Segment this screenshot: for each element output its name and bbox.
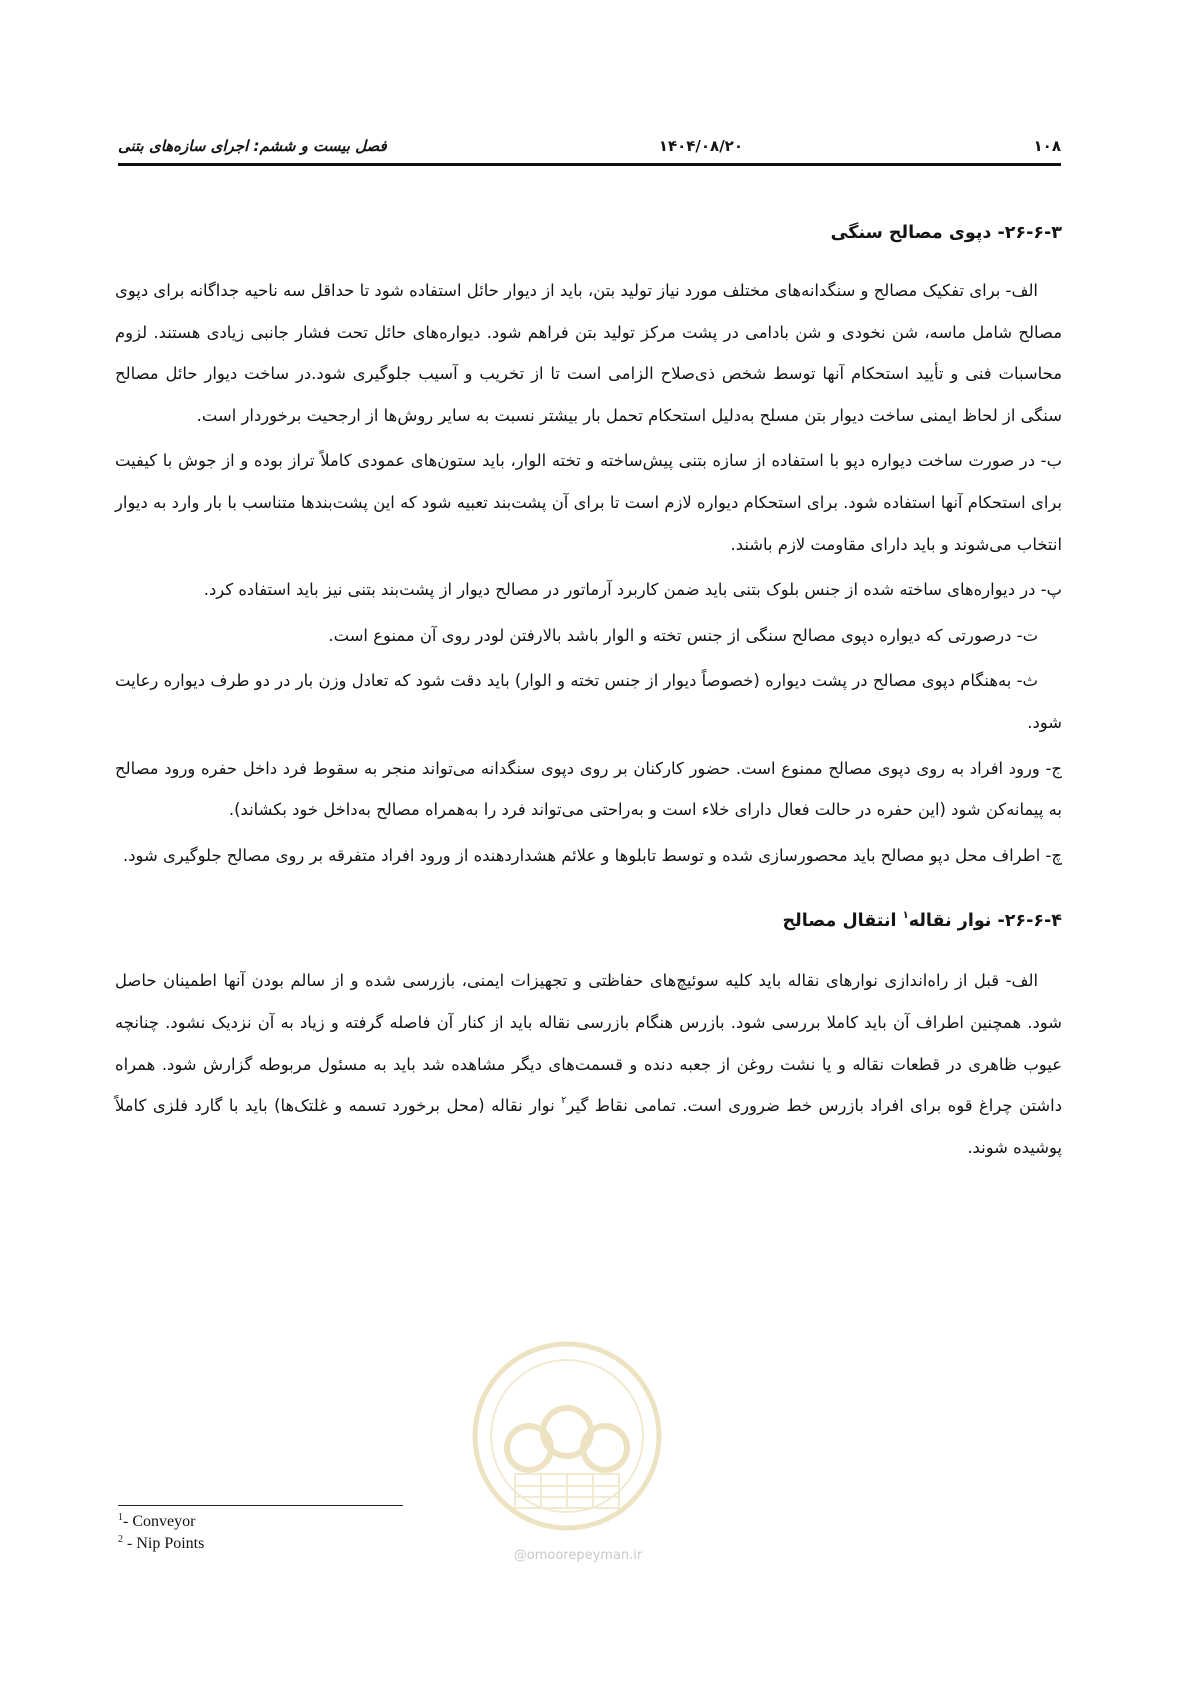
section-title-part: انتقال مصالح <box>782 911 903 932</box>
footnote-1 <box>118 1511 204 1533</box>
watermark-caption: @omoorepeyman.ir <box>513 1548 643 1563</box>
section-title-conveyor-belt <box>115 906 1062 936</box>
header-rule <box>118 163 1061 166</box>
header-date: ۱۴۰۴/۰۸/۲۰ <box>658 137 743 155</box>
footnote-text: - Conveyor <box>123 1513 196 1530</box>
footnote-2 <box>118 1533 204 1555</box>
paragraph-jim: ج- ورود افراد به روی دپوی مصالح ممنوع است. حضور کارکنان بر روی دپوی سنگدانه می‌تواند منجر به سقوط فرد داخل حفره ورود مصالح به پیمانه‌کن شود (این حفره در حالت فعال دارای خلاء است و به‌راحتی می‌تواند فرد را به‌همراه مصالح به‌داخل خود بکشاند). <box>115 758 1062 820</box>
footnote-mark: 1 <box>118 1512 123 1523</box>
paragraph-pe: پ- در دیواره‌های ساخته شده از جنس بلوک بتنی باید ضمن کاربرد آرماتور در مصالح دیوار از پشت‌بند بتنی نیز باید استفاده کرد. <box>203 580 1062 600</box>
footnote-mark: 2 <box>118 1534 123 1545</box>
watermark-logo <box>467 1336 667 1536</box>
footnote-text: - Nip Points <box>123 1535 205 1552</box>
page-content <box>115 218 1062 1172</box>
paragraph-che: چ- اطراف محل دپو مصالح باید محصورسازی شده و توسط تابلوها و علائم هشداردهنده از ورود افراد متفرقه بر روی مصالح جلوگیری شود. <box>123 845 1062 865</box>
paragraph-te: ت- درصورتی که دیواره دپوی مصالح سنگی از جنس تخته و الوار باشد بالارفتن لودر روی آن ممنوع است. <box>328 625 1038 645</box>
paragraph-text: نوار نقاله (محل برخورد تسمه و غلتک‌ها) باید با گارد فلزی کاملاً پوشیده شوند. <box>115 1096 1062 1157</box>
footnote-rule <box>118 1505 403 1506</box>
section-title-part: ۲۶-۶-۴- نوار نقاله <box>908 911 1062 932</box>
paragraph-be: ب- در صورت ساخت دیواره دپو با استفاده از سازه بتنی پیش‌ساخته و تخته الوار، باید ستون‌های عمودی کاملاً تراز بوده و از جوش با کیفیت برای استحکام آنها استفاده شود. برای استحکام دیواره لازم است تا برای آن پشت‌بند تعبیه شود که این پشت‌بندها متناسب با بار وارد به دیوار انتخاب می‌شوند و باید دارای مقاومت لازم باشند. <box>115 451 1062 554</box>
footnotes <box>118 1511 204 1555</box>
page-number: ۱۰۸ <box>1033 137 1061 155</box>
footnote-ref-1: ۱ <box>902 910 909 922</box>
section-title-stone-aggregate-storage: ۲۶-۶-۳- دپوی مصالح سنگی <box>830 223 1062 243</box>
paragraph-se: ث- به‌هنگام دپوی مصالح در پشت دیواره (خصوصاً دیوار از جنس تخته و الوار) باید دقت شود که تعادل وزن بار در دو طرف دیواره رعایت شود. <box>115 671 1062 732</box>
paragraph-alef: الف- برای تفکیک مصالح و سنگدانه‌های مختلف مورد نیاز تولید بتن، باید از دیوار حائل استفاده شود تا حداقل سه ناحیه جداگانه برای دپوی مصالح شامل ماسه، شن نخودی و شن بادامی در پشت مرکز تولید بتن فراهم شود. دیواره‌های حائل تحت فشار جانبی زیادی هستند. لزوم محاسبات فنی و تأیید استحکام آنها توسط شخص ذی‌صلاح الزامی است تا از تخریب و آسیب جلوگیری شود.در ساخت دیوار حائل مصالح سنگی از لحاظ ایمنی ساخت دیوار بتن مسلح به‌دلیل استحکام تحمل بار بیشتر نسبت به سایر روش‌ها از ارجحیت برخوردار است. <box>115 281 1062 425</box>
chapter-title: فصل بیست و ششم: اجرای سازه‌های بتنی <box>118 137 387 155</box>
paragraph-conveyor-alef <box>115 960 1062 1168</box>
page-header <box>118 134 1061 160</box>
footnote-ref-2: ۲ <box>561 1095 567 1107</box>
paragraph-text: الف- قبل از راه‌اندازی نوارهای نقاله باید کلیه سوئیچ‌های حفاظتی و تجهیزات ایمنی، بازرسی شده و از سالم بودن آنها اطمینان حاصل شود. همچنین اطراف آن باید کاملا بررسی شود. بازرس هنگام بازرسی نقاله باید از کنار آن فاصله گرفته و زیاد به آن نزدیک نشود. چنانچه عیوب ظاهری در قطعات نقاله و یا نشت روغن از جعبه دنده و قسمت‌های دیگر مشاهده شد باید به مسئول مربوطه گزارش شود. همراه داشتن چراغ قوه برای افراد بازرس خط ضروری است. تمامی نقاط گیر <box>115 971 1062 1116</box>
